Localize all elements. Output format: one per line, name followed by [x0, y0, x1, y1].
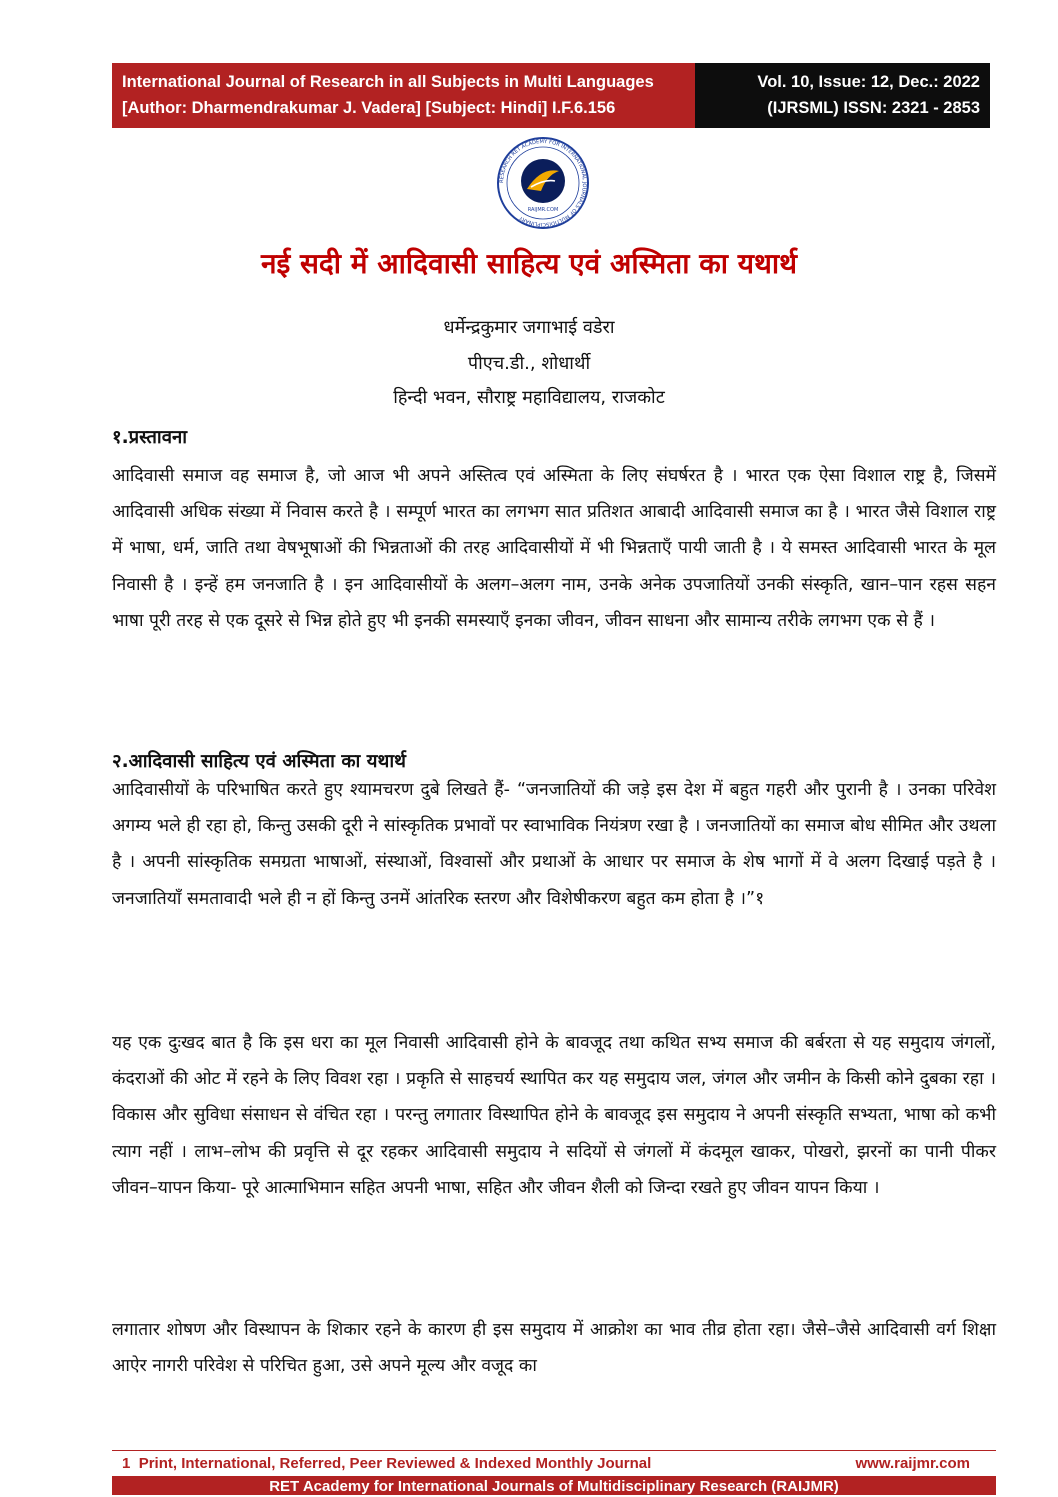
journal-volume-info — [695, 63, 990, 128]
journal-header — [112, 63, 990, 128]
page-number: 1 — [122, 1455, 131, 1472]
article-title: नई सदी में आदिवासी साहित्य एवं अस्मिता का यथार्थ — [260, 247, 798, 280]
paragraph: आदिवासीयों के परिभाषित करते हुए श्यामचरण दुबे लिखते हैं- “जनजातियों की जड़े इस देश में बहुत गहरी और पुरानी है । उनका परिवेश अगम्य भले ही रहा हो, किन्तु उसकी दूरी ने सांस्कृतिक प्रभावों पर स्वाभाविक नियंत्रण रखा है । जनजातियों का समाज बोध सीमित और उथला है । अपनी सांस्कृतिक समग्रता भाषाओं, संस्थाओं, विश्वासों और प्रथाओं के आधार पर समाज के शेष भागों में वे अलग दिखाई पड़ते है । जनजातियाँ समतावादी भले ही न हों किन्तु उनमें आंतरिक स्तरण और विशेषीकरण बहुत कम होता है ।”१ — [112, 780, 996, 909]
author-role: पीएच.डी., शोधार्थी — [467, 353, 591, 374]
paragraph: यह एक दुःखद बात है कि इस धरा का मूल निवासी आदिवासी होने के बावजूद तथा कथित सभ्य समाज की बर्बरता से यह समुदाय जंगलों, कंदराओं की ओट में रहने के लिए विवश रहा । प्रकृति से साहचर्य स्थापित कर यह समुदाय जल, जंगल और जमीन के किसी कोने दुबका रहा । विकास और सुविधा संसाधन से वंचित रहा । परन्तु लगातार विस्थापित होने के बावजूद इस समुदाय ने अपनी संस्कृति सभ्यता, भाषा को कभी त्याग नहीं । लाभ–लोभ की प्रवृत्ति से दूर रहकर आदिवासी समुदाय ने सदियों से जंगलों में कंदमूल खाकर, पोखरो, झरनों का पानी पीकर जीवन–यापन किया- पूरे आत्माभिमान सहित अपनी भाषा, सहित और जीवन शैली को जिन्दा रखते हुए जीवन यापन किया । — [112, 1033, 996, 1198]
paragraph: लगातार शोषण और विस्थापन के शिकार रहने के कारण ही इस समुदाय में आक्रोश का भाव तीव्र होता रहा। जैसे–जैसे आदिवासी वर्ग शिक्षा आऐर नागरी परिवेश से परिचित हुआ, उसे अपने मूल्य और वजूद का — [112, 1320, 996, 1377]
footer-publisher: RET Academy for International Journals of Multidisciplinary Research (RAIJMR) — [269, 1478, 839, 1495]
journal-footer — [112, 1457, 996, 1495]
footer-website-link[interactable]: www.raijmr.com — [855, 1455, 970, 1472]
section-heading-reality: २.आदिवासी साहित्य एवं अस्मिता का यथार्थ — [112, 751, 406, 772]
journal-name: International Journal of Research in all Subjects in Multi Languages — [122, 73, 654, 91]
issn: (IJRSML) ISSN: 2321 - 2853 — [767, 99, 980, 117]
footer-line1: Print, International, Referred, Peer Reviewed & Indexed Monthly Journal — [138, 1455, 652, 1472]
journal-info — [112, 63, 695, 128]
footer-journal-desc — [122, 1455, 651, 1472]
volume-issue: Vol. 10, Issue: 12, Dec.: 2022 — [757, 73, 980, 91]
paragraph: आदिवासी समाज वह समाज है, जो आज भी अपने अस्तित्व एवं अस्मिता के लिए संघर्षरत है । भारत एक ऐसा विशाल राष्ट्र है, जिसमें आदिवासी अधिक संख्या में निवास करते है । सम्पूर्ण भारत का लगभग सात प्रतिशत आबादी आदिवासी समाज का है । भारत जैसे विशाल राष्ट्र में भाषा, धर्म, जाति तथा वेषभूषाओं की भिन्नताओं की तरह आदिवासीयों में भी भिन्नताएँ पायी जाती है । ये समस्त आदिवासी भारत के मूल निवासी है । इन्हें हम जनजाति है । इन आदिवासीयों के अलग–अलग नाम, उनके अनेक उपजातियों उनकी संस्कृति, खान–पान रहस सहन भाषा पूरी तरह से एक दूसरे से भिन्न होते हुए भी इनकी समस्याएँ इनका जीवन, जीवन साधना और सामान्य तरीके लगभग एक से हैं । — [112, 466, 996, 631]
author-name: धर्मेन्द्रकुमार जगाभाई वडेरा — [443, 317, 615, 338]
logo-site-text: RAIJMR.COM — [527, 207, 559, 213]
logo-ring-text: RESEARCH RET ACADEMY FOR INTERNATIONAL JOURNALS OF MULTIDISCIPLINARY — [498, 138, 588, 228]
journal-author-subject: [Author: Dharmendrakumar J. Vadera] [Subject: Hindi] I.F.6.156 — [122, 99, 616, 117]
footer-top-row — [112, 1451, 996, 1476]
raijmr-logo — [497, 137, 589, 229]
section-heading-introduction: १.प्रस्तावना — [112, 427, 188, 448]
author-affiliation: हिन्दी भवन, सौराष्ट्र महाविद्यालय, राजकोट — [393, 387, 665, 408]
